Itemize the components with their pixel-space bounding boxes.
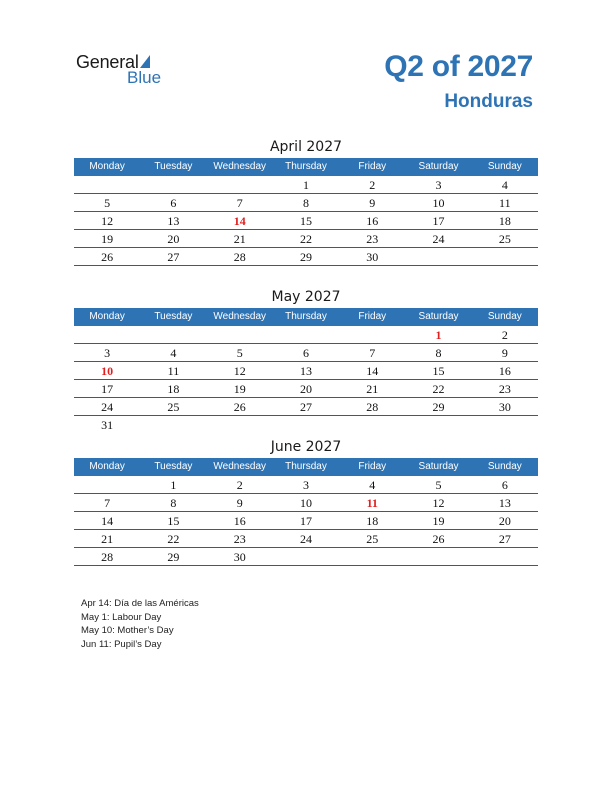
week-row: [74, 494, 538, 512]
day-cell: [472, 416, 538, 433]
day-cell: 10: [101, 364, 114, 378]
day-cell: 25: [498, 232, 511, 246]
weekday-header: Friday: [358, 311, 387, 322]
day-cell: 16: [233, 514, 246, 528]
weekday-header: Monday: [89, 161, 125, 172]
day-cell: 12: [233, 364, 246, 378]
day-cell: 15: [167, 514, 180, 528]
day-cell: [207, 416, 273, 433]
day-cell: 23: [498, 382, 511, 396]
day-cell: 25: [366, 532, 379, 546]
week-row: [74, 512, 538, 530]
day-cell: 4: [501, 178, 508, 192]
day-cell: 5: [435, 478, 442, 492]
day-cell: [273, 548, 339, 565]
day-cell: 30: [498, 400, 511, 414]
day-cell: 19: [233, 382, 246, 396]
holiday-note: May 10: Mother’s Day: [81, 625, 174, 636]
weekday-header: Sunday: [487, 161, 522, 172]
week-row: [74, 380, 538, 398]
day-cell: 17: [432, 214, 445, 228]
day-cell: [207, 326, 273, 343]
weekday-header-row: [74, 308, 538, 326]
day-cell: [140, 416, 206, 433]
weekday-header: Friday: [358, 161, 387, 172]
day-cell: 11: [366, 496, 378, 510]
month-title: April 2027: [269, 139, 343, 155]
logo-general-text: General: [76, 52, 139, 72]
day-cell: 24: [299, 532, 312, 546]
day-cell: 12: [432, 496, 445, 510]
day-cell: [74, 476, 140, 493]
day-cell: 17: [299, 514, 312, 528]
day-cell: 5: [104, 196, 111, 210]
day-cell: 23: [366, 232, 379, 246]
day-cell: 25: [167, 400, 180, 414]
day-cell: 13: [299, 364, 312, 378]
weekday-header: Tuesday: [154, 311, 193, 322]
day-cell: 26: [432, 532, 445, 546]
day-cell: 8: [170, 496, 177, 510]
day-cell: 28: [101, 550, 114, 564]
day-cell: 18: [366, 514, 379, 528]
week-row: [74, 476, 538, 494]
page-title: Q2 of 2027: [384, 50, 533, 83]
day-cell: 16: [498, 364, 511, 378]
day-cell: 2: [501, 328, 508, 342]
day-cell: 30: [233, 550, 246, 564]
holiday-notes: [81, 597, 199, 651]
day-cell: 26: [233, 400, 246, 414]
day-cell: 16: [366, 214, 379, 228]
day-cell: [339, 326, 405, 343]
day-cell: 17: [101, 382, 114, 396]
logo-triangle-icon: [140, 55, 150, 68]
weekday-header-row: [74, 158, 538, 176]
day-cell: 18: [498, 214, 511, 228]
day-cell: 9: [501, 346, 508, 360]
day-cell: [273, 326, 339, 343]
weekday-header: Wednesday: [213, 161, 267, 172]
day-cell: [273, 416, 339, 433]
day-cell: 13: [498, 496, 511, 510]
day-cell: 29: [299, 250, 312, 264]
day-cell: [472, 248, 538, 265]
day-cell: 27: [299, 400, 312, 414]
day-cell: 21: [366, 382, 379, 396]
day-cell: 27: [498, 532, 511, 546]
day-cell: 9: [236, 496, 243, 510]
weekday-header: Sunday: [487, 461, 522, 472]
weekday-header: Saturday: [418, 461, 459, 472]
day-cell: 1: [435, 328, 442, 342]
day-cell: 24: [101, 400, 114, 414]
day-cell: 10: [299, 496, 312, 510]
month-may: [74, 286, 538, 433]
day-cell: [472, 548, 538, 565]
day-cell: 30: [366, 250, 379, 264]
month-april: [74, 136, 538, 266]
day-cell: [140, 326, 206, 343]
day-cell: 2: [369, 178, 376, 192]
day-cell: 1: [302, 178, 309, 192]
week-row: [74, 176, 538, 194]
weekday-header: Saturday: [418, 311, 459, 322]
day-cell: 3: [104, 346, 111, 360]
week-row: [74, 212, 538, 230]
day-cell: 15: [432, 364, 445, 378]
day-cell: 15: [299, 214, 312, 228]
holiday-note: Apr 14: Día de las Américas: [81, 598, 199, 609]
month-title: June 2027: [270, 439, 342, 455]
day-cell: 3: [435, 178, 442, 192]
week-row: [74, 398, 538, 416]
day-cell: 12: [101, 214, 114, 228]
day-cell: 3: [302, 478, 309, 492]
weekday-header: Wednesday: [213, 461, 267, 472]
day-cell: 18: [167, 382, 180, 396]
day-cell: [405, 548, 471, 565]
week-row: [74, 548, 538, 566]
day-cell: 11: [499, 196, 511, 210]
weekday-header: Wednesday: [213, 311, 267, 322]
day-cell: 19: [101, 232, 114, 246]
day-cell: 8: [302, 196, 309, 210]
day-cell: [140, 176, 206, 193]
day-cell: 23: [233, 532, 246, 546]
day-cell: 29: [432, 400, 445, 414]
day-cell: 4: [369, 478, 376, 492]
day-cell: 6: [170, 196, 177, 210]
week-row: [74, 362, 538, 380]
day-cell: [405, 416, 471, 433]
weekday-header-row: [74, 458, 538, 476]
logo: [76, 52, 176, 88]
week-row: [74, 344, 538, 362]
month-june: [74, 436, 538, 566]
week-row: [74, 194, 538, 212]
day-cell: 20: [167, 232, 180, 246]
day-cell: 21: [233, 232, 246, 246]
day-cell: 9: [369, 196, 376, 210]
week-row: [74, 326, 538, 344]
day-cell: 22: [299, 232, 312, 246]
day-cell: 5: [236, 346, 243, 360]
day-cell: 6: [501, 478, 508, 492]
weekday-header: Sunday: [487, 311, 522, 322]
day-cell: 21: [101, 532, 114, 546]
weekday-header: Friday: [358, 461, 387, 472]
day-cell: 8: [435, 346, 442, 360]
day-cell: [339, 548, 405, 565]
logo-blue-text: Blue: [127, 68, 162, 87]
weekday-header: Thursday: [285, 311, 327, 322]
day-cell: 7: [369, 346, 376, 360]
week-row: [74, 416, 538, 433]
day-cell: 14: [366, 364, 379, 378]
day-cell: 19: [432, 514, 445, 528]
weekday-header: Tuesday: [154, 161, 193, 172]
month-title: May 2027: [271, 289, 341, 305]
day-cell: 7: [236, 196, 243, 210]
day-cell: 6: [302, 346, 309, 360]
day-cell: 28: [233, 250, 246, 264]
day-cell: 13: [167, 214, 180, 228]
week-row: [74, 530, 538, 548]
week-row: [74, 230, 538, 248]
holiday-note: May 1: Labour Day: [81, 611, 162, 623]
day-cell: [207, 176, 273, 193]
day-cell: 20: [299, 382, 312, 396]
day-cell: 1: [170, 478, 177, 492]
country-subtitle: Honduras: [444, 91, 533, 112]
day-cell: 24: [432, 232, 445, 246]
day-cell: 10: [432, 196, 445, 210]
weekday-header: Monday: [89, 461, 125, 472]
day-cell: 22: [167, 532, 180, 546]
day-cell: [405, 248, 471, 265]
day-cell: [74, 326, 140, 343]
day-cell: 11: [167, 364, 180, 378]
day-cell: 4: [170, 346, 177, 360]
week-row: [74, 248, 538, 266]
day-cell: [74, 176, 140, 193]
day-cell: [339, 416, 405, 433]
day-cell: 22: [432, 382, 445, 396]
day-cell: 31: [101, 418, 114, 432]
day-cell: 7: [104, 496, 111, 510]
day-cell: 29: [167, 550, 180, 564]
weekday-header: Tuesday: [154, 461, 193, 472]
day-cell: 27: [167, 250, 180, 264]
day-cell: 14: [233, 214, 246, 228]
day-cell: 20: [498, 514, 511, 528]
day-cell: 14: [101, 514, 114, 528]
weekday-header: Saturday: [418, 161, 459, 172]
day-cell: 2: [236, 478, 243, 492]
holiday-note: Jun 11: Pupil’s Day: [81, 638, 162, 650]
weekday-header: Thursday: [285, 461, 327, 472]
weekday-header: Thursday: [285, 161, 327, 172]
day-cell: 28: [366, 400, 379, 414]
day-cell: 26: [101, 250, 114, 264]
weekday-header: Monday: [89, 311, 125, 322]
